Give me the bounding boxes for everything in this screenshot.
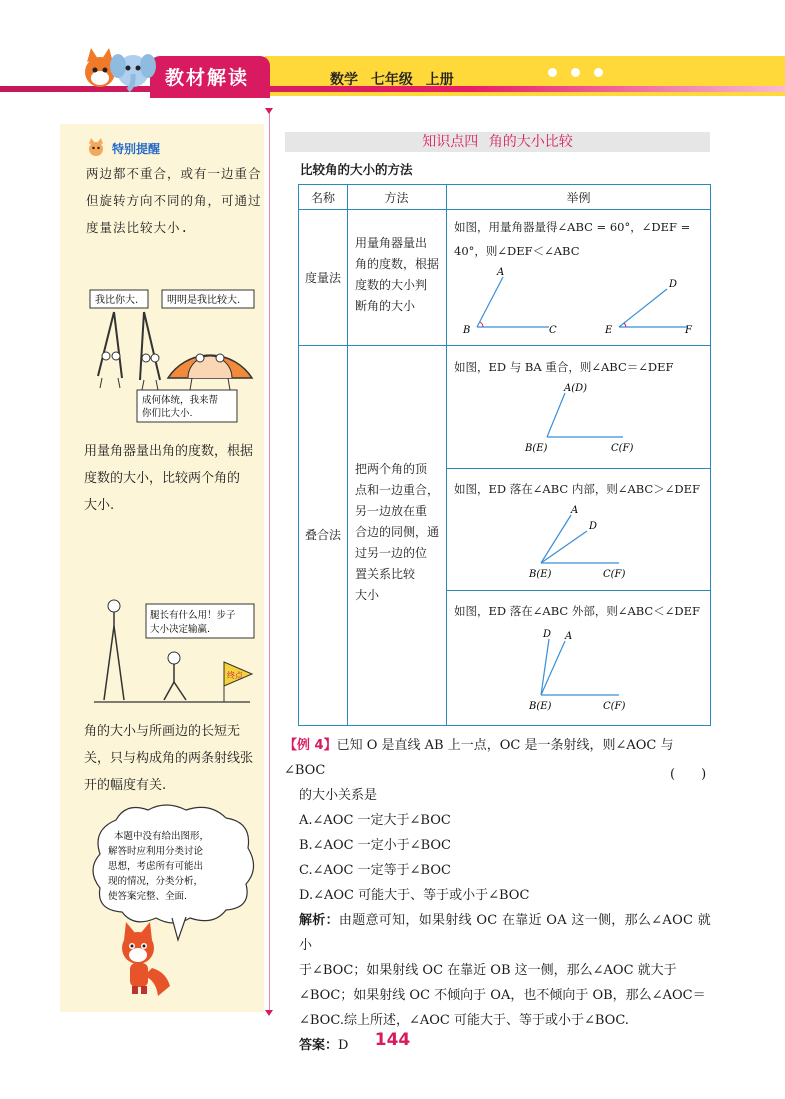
row-overlap-method xyxy=(355,459,443,606)
analysis-line: ∠BOC.综上所述，∠AOC 可能大于、等于或小于∠BOC. xyxy=(299,1013,629,1028)
page-header xyxy=(0,0,785,108)
label-CF: C(F) xyxy=(611,443,634,454)
bubble-right-text: 明明是我比较大. xyxy=(167,295,241,306)
comparison-table xyxy=(298,184,711,726)
answer-paren: ( ) xyxy=(670,767,707,782)
flag-text: 终点 xyxy=(227,671,243,680)
example-4 xyxy=(284,733,714,1058)
analysis-label: 解析： xyxy=(299,913,339,928)
method-line: 角的度数，根据 xyxy=(355,257,440,271)
analysis xyxy=(284,908,714,958)
para-line: 开的幅度有关. xyxy=(84,778,167,793)
example-stem xyxy=(284,733,714,783)
label-A: A xyxy=(571,505,579,516)
analysis-line: ∠BOC；如果射线 OC 不倾向于 OA，也不倾向于 OB，那么∠AOC＝ xyxy=(299,988,706,1003)
divider-arrow-top-icon xyxy=(265,108,273,114)
analysis-line: 于∠BOC；如果射线 OC 在靠近 OB 这一侧，那么∠AOC 就大于 xyxy=(299,963,677,978)
label-B: B xyxy=(463,325,471,336)
fox-mascot-icon xyxy=(122,922,170,996)
para-line: 大小. xyxy=(84,498,115,513)
answer-label: 答案： xyxy=(299,1038,339,1053)
measure-angles-figure xyxy=(449,265,709,341)
method-line: 断角的大小 xyxy=(355,299,416,313)
bubble-text: 大小决定输赢. xyxy=(150,624,211,635)
table-header-name: 名称 xyxy=(310,191,335,205)
label-BE: B(E) xyxy=(529,569,552,580)
method-line: 用量角器量出 xyxy=(355,236,428,250)
label-BE: B(E) xyxy=(529,701,552,712)
table-header-method: 方法 xyxy=(384,191,409,205)
row-measure-example xyxy=(454,215,708,263)
table-col-divider xyxy=(347,185,348,725)
overlap-inside-figure xyxy=(449,501,709,587)
sidebar-para-1 xyxy=(84,438,262,519)
cloud-text: 思想，考虑所有可能出 xyxy=(108,861,204,872)
sidebar-para-2 xyxy=(84,718,264,799)
method-line: 合边的同侧，通 xyxy=(355,525,440,539)
cloud-text: 现的情况，分类分析， xyxy=(108,876,204,887)
para-line: 关，只与构成角的两条射线张 xyxy=(84,751,254,766)
row-overlap-name: 叠合法 xyxy=(305,528,342,542)
bubble-bottom-text: 你们比大小. xyxy=(142,408,193,419)
knowledge-point-title: 知识点四 角的大小比较 xyxy=(422,134,573,150)
label-A: A xyxy=(497,267,505,278)
label-F: F xyxy=(685,325,692,336)
label-E: E xyxy=(605,325,613,336)
tip-line: 但旋转方向不同的角，可通过 xyxy=(86,193,262,208)
method-line: 置关系比较 xyxy=(355,567,416,581)
method-line: 点和一边重合， xyxy=(355,483,440,497)
overlap-equal-figure xyxy=(449,381,709,463)
tip-title: 特别提醒 xyxy=(112,141,161,156)
overlap-outside-text: 如图，ED 落在∠ABC 外部，则∠ABC＜∠DEF xyxy=(454,604,700,618)
tip-line: 度量法比较大小. xyxy=(86,220,190,235)
para-line: 角的大小与所画边的长短无 xyxy=(84,724,241,739)
tip-heading xyxy=(86,138,160,158)
column-divider xyxy=(269,108,270,1014)
stem-line: 的大小关系是 xyxy=(299,788,378,803)
overlap-outside-figure xyxy=(449,623,709,723)
table-row-divider xyxy=(447,590,710,591)
option-d: D.∠AOC 可能大于、等于或小于∠BOC xyxy=(299,888,530,903)
overlap-inside-text: 如图，ED 落在∠ABC 内部，则∠ABC＞∠DEF xyxy=(454,482,700,496)
example-line: 40°，则∠DEF＜∠ABC xyxy=(454,244,580,258)
table-row-divider xyxy=(299,345,710,346)
example-tag: 【例 4】 xyxy=(284,738,337,753)
option-a: A.∠AOC 一定大于∠BOC xyxy=(299,813,451,828)
divider-arrow-bottom-icon xyxy=(265,1010,273,1016)
label-CF: C(F) xyxy=(603,701,626,712)
cloud-text: 解答时应利用分类讨论 xyxy=(108,846,204,857)
tip-line: 两边都不重合，或有一边重合 xyxy=(86,166,262,181)
method-line: 度数的大小判 xyxy=(355,278,428,292)
bubble-text: 腿长有什么用！步子 xyxy=(150,610,236,621)
table-header-example: 举例 xyxy=(566,191,591,205)
mascot-logo-icon xyxy=(78,44,156,94)
cloud-text: 本题中没有给出图形， xyxy=(114,831,210,842)
label-A: A xyxy=(565,631,573,642)
overlap-equal-text: 如图，ED 与 BA 重合，则∠ABC＝∠DEF xyxy=(454,360,674,374)
row-measure-method xyxy=(355,233,443,317)
label-BE: B(E) xyxy=(525,443,548,454)
label-CF: C(F) xyxy=(603,569,626,580)
method-line: 把两个角的顶 xyxy=(355,462,428,476)
analysis-line: 由题意可知，如果射线 OC 在靠近 OA 这一侧，那么∠AOC 就小 xyxy=(299,913,712,953)
option-c: C.∠AOC 一定等于∠BOC xyxy=(299,863,451,878)
row-measure-name: 度量法 xyxy=(305,271,342,285)
option-b: B.∠AOC 一定小于∠BOC xyxy=(299,838,451,853)
long-legs-cartoon xyxy=(90,596,260,708)
label-D: D xyxy=(543,629,552,640)
para-line: 度数的大小，比较两个角的 xyxy=(84,471,241,486)
header-title: 教材解读 xyxy=(165,67,250,89)
method-title: 比较角的大小的方法 xyxy=(300,162,413,177)
label-C: C xyxy=(549,325,557,336)
para-line: 用量角器量出角的度数，根据 xyxy=(84,444,254,459)
stem-line: 已知 O 是直线 AB 上一点，OC 是一条射线，则∠AOC 与∠BOC xyxy=(284,738,674,778)
table-row-divider xyxy=(447,468,710,469)
answer-value: D xyxy=(338,1038,349,1053)
angles-arguing-cartoon xyxy=(82,286,267,436)
label-D: D xyxy=(669,279,678,290)
table-col-divider xyxy=(446,185,447,725)
page-number: 144 xyxy=(374,1030,411,1050)
bubble-left-text: 我比你大. xyxy=(95,295,139,306)
tip-text xyxy=(86,160,266,241)
example-line: 如图，用量角器量得∠ABC = 60°，∠DEF = xyxy=(454,220,691,234)
bubble-bottom-text: 成何体统，我来帮 xyxy=(142,395,219,406)
method-line: 大小 xyxy=(355,588,380,602)
method-line: 过另一边的位 xyxy=(355,546,428,560)
header-subject: 数学 七年级 上册 xyxy=(330,72,454,88)
cloud-text: 使答案完整、全面. xyxy=(108,891,188,902)
label-AD: A(D) xyxy=(564,383,588,394)
thought-cloud xyxy=(86,800,262,1005)
mascot-mini-icon xyxy=(86,138,106,158)
method-line: 另一边放在重 xyxy=(355,504,428,518)
label-D: D xyxy=(589,521,598,532)
header-dots xyxy=(548,68,603,77)
